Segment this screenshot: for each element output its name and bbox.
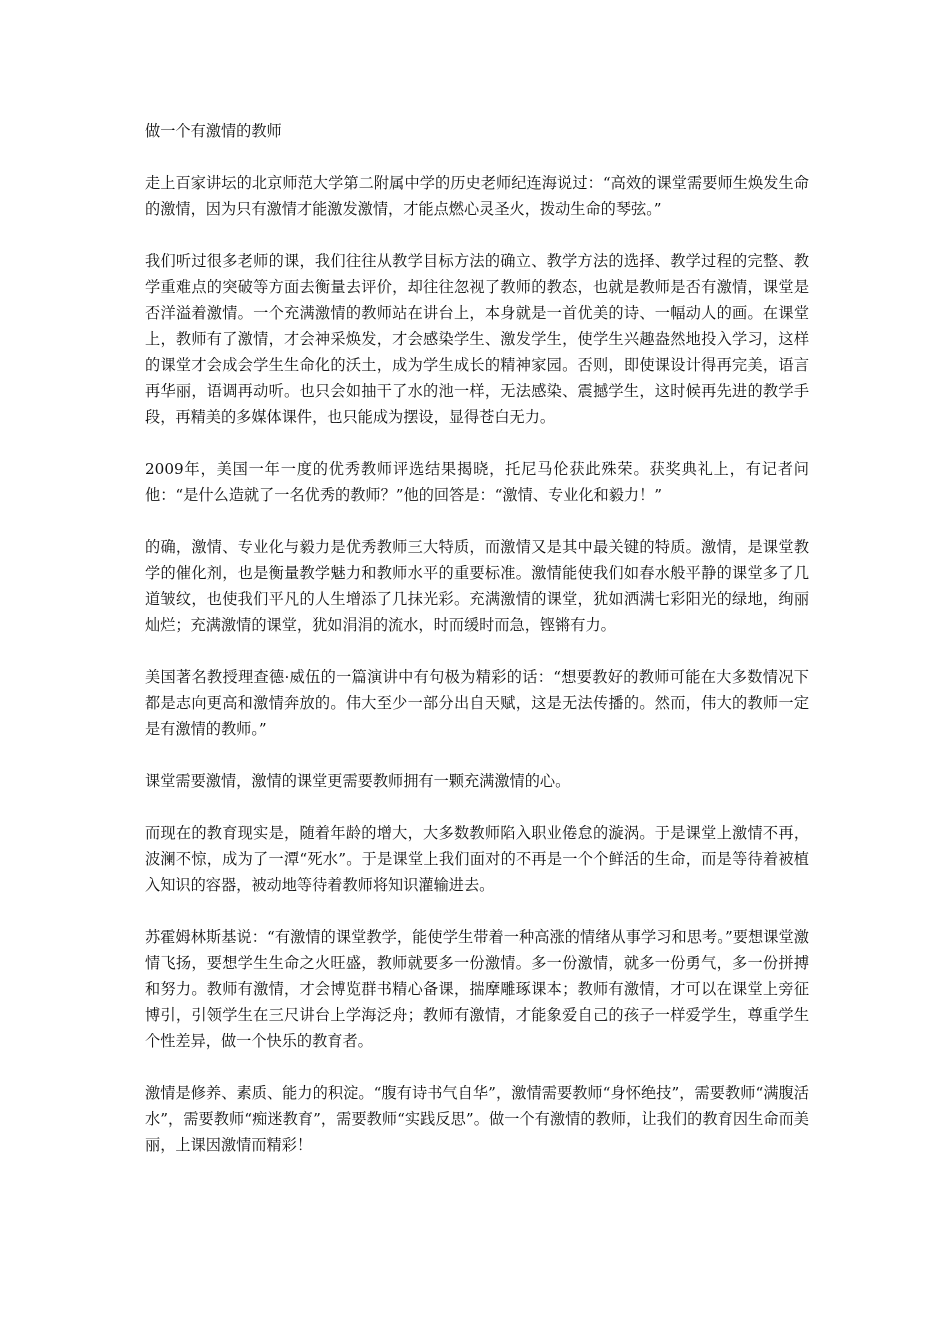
document-title: 做一个有激情的教师 (145, 122, 282, 140)
paragraph-5: 美国著名教授理查德·威伍的一篇演讲中有句极为精彩的话：“想要教好的教师可能在大多数情况下都是志向更高和激情奔放的。伟大至少一部分出自天赋，这是无法传播的。然而，伟大的教师一定是有激情的教师。” (145, 668, 809, 738)
paragraph-2: 我们听过很多老师的课，我们往往从教学目标方法的确立、教学方法的选择、教学过程的完整、教学重难点的突破等方面去衡量去评价，却往往忽视了教师的教态，也就是教师是否有激情，课堂是否洋溢着激情。一个充满激情的教师站在讲台上，本身就是一首优美的诗、一幅动人的画。在课堂上，教师有了激情，才会神采焕发，才会感染学生、激发学生，使学生兴趣盎然地投入学习，这样的课堂才会成会学生生命化的沃土，成为学生成长的精神家园。否则，即使课设计得再完美，语言再华丽，语调再动听。也只会如抽干了水的池一样，无法感染、震撼学生，这时候再先进的教学手段，再精美的多媒体课件，也只能成为摆设，显得苍白无力。 (145, 252, 809, 426)
paragraph-1: 走上百家讲坛的北京师范大学第二附属中学的历史老师纪连海说过：“高效的课堂需要师生焕发生命的激情，因为只有激情才能激发激情，才能点燃心灵圣火，拨动生命的琴弦。” (145, 174, 809, 218)
paragraph-3: 2009年，美国一年一度的优秀教师评选结果揭晓，托尼马伦获此殊荣。获奖典礼上，有记者问他：“是什么造就了一名优秀的教师？”他的回答是：“激情、专业化和毅力！” (145, 460, 809, 504)
document-page (145, 118, 809, 1184)
paragraph-4: 的确，激情、专业化与毅力是优秀教师三大特质，而激情又是其中最关键的特质。激情，是课堂教学的催化剂，也是衡量教学魅力和教师水平的重要标准。激情能使我们如春水般平静的课堂多了几道皱纹，也使我们平凡的人生增添了几抹光彩。充满激情的课堂，犹如洒满七彩阳光的绿地，绚丽灿烂；充满激情的课堂，犹如涓涓的流水，时而缓时而急，铿锵有力。 (145, 538, 809, 634)
paragraph-6: 课堂需要激情，激情的课堂更需要教师拥有一颗充满激情的心。 (145, 772, 571, 790)
paragraph-9: 激情是修养、素质、能力的积淀。“腹有诗书气自华”，激情需要教师“身怀绝技”，需要教师“满腹活水”，需要教师“痴迷教育”，需要教师“实践反思”。做一个有激情的教师，让我们的教育因生命而美丽，上课因激情而精彩！ (145, 1084, 809, 1154)
paragraph-7: 而现在的教育现实是，随着年龄的增大，大多数教师陷入职业倦怠的漩涡。于是课堂上激情不再，波澜不惊，成为了一潭“死水”。于是课堂上我们面对的不再是一个个鲜活的生命，而是等待着被植入知识的容器，被动地等待着教师将知识灌输进去。 (145, 824, 809, 894)
paragraph-8: 苏霍姆林斯基说：“有激情的课堂教学，能使学生带着一种高涨的情绪从事学习和思考。”要想课堂激情飞扬，要想学生生命之火旺盛，教师就要多一份激情。多一份激情，就多一份勇气，多一份拼搏和努力。教师有激情，才会博览群书精心备课，揣摩雕琢课本；教师有激情，才可以在课堂上旁征博引，引领学生在三尺讲台上学海泛舟；教师有激情，才能象爱自己的孩子一样爱学生，尊重学生个性差异，做一个快乐的教育者。 (145, 928, 809, 1050)
